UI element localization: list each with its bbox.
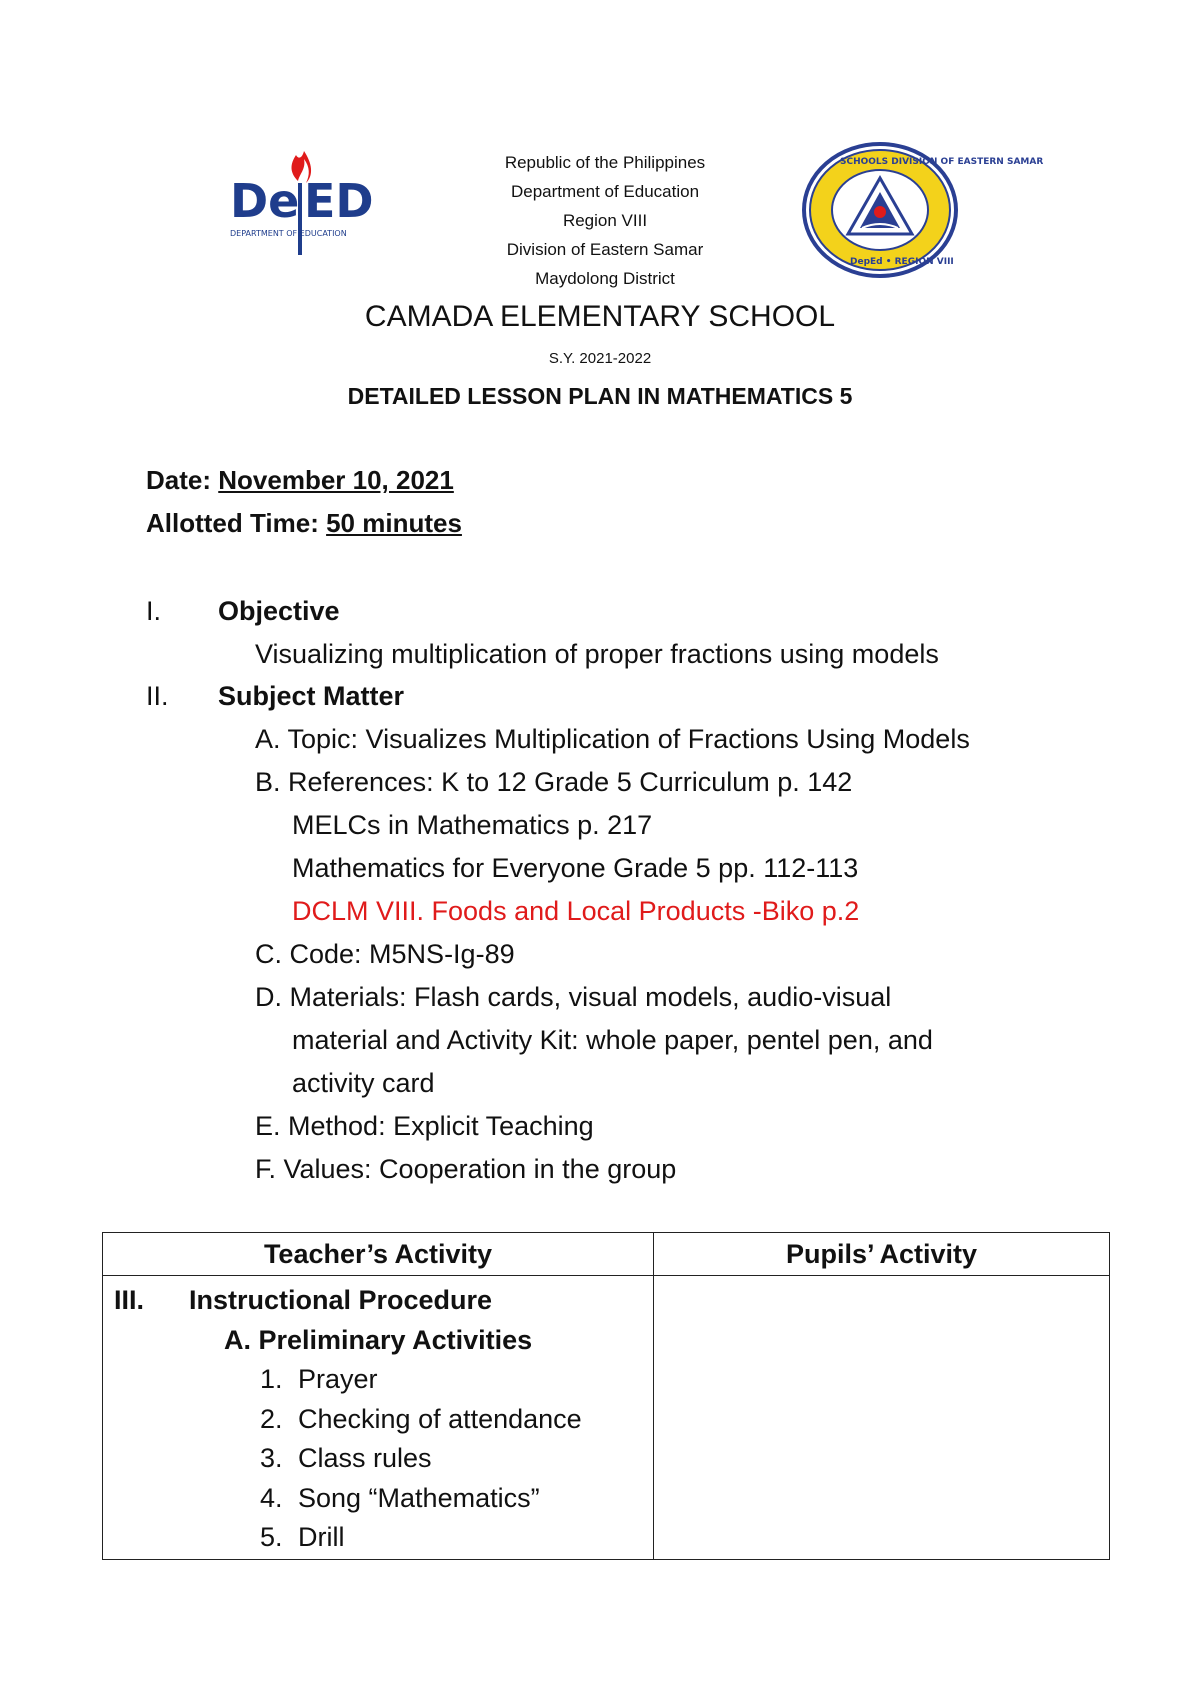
time-label: Allotted Time: <box>146 508 319 538</box>
list-item <box>104 1400 652 1440</box>
list-item <box>104 1439 652 1479</box>
list-item <box>104 1360 652 1400</box>
date-value: November 10, 2021 <box>218 465 454 495</box>
list-item-text: Drill <box>298 1522 345 1552</box>
materials-line-1: D. Materials: Flash cards, visual models, audio-visual <box>255 982 892 1012</box>
division-line: Division of Eastern Samar <box>506 240 704 259</box>
section-number: I. <box>146 596 162 626</box>
svg-text:De: De <box>230 174 300 228</box>
government-header <box>400 148 810 293</box>
region-line: Region VIII <box>562 211 648 230</box>
school-year: S.Y. 2021-2022 <box>548 350 652 367</box>
topic-line: A. Topic: Visualizes Multiplication of Fractions Using Models <box>255 724 970 754</box>
activity-table <box>102 1232 1110 1560</box>
objective-text: Visualizing multiplication of proper fractions using models <box>255 639 939 669</box>
section-title: Objective <box>218 596 340 626</box>
republic-line: Republic of the Philippines <box>504 153 706 172</box>
section-subject-heading <box>146 675 404 718</box>
svg-text:ED: ED <box>304 174 374 228</box>
pupils-activity-header: Pupils’ Activity <box>654 1233 1110 1276</box>
department-line: Department of Education <box>510 182 700 201</box>
list-item-text: Class rules <box>298 1443 432 1473</box>
section-number: II. <box>146 681 169 711</box>
time-value: 50 minutes <box>326 508 462 538</box>
list-item <box>104 1518 652 1558</box>
table-header-row <box>103 1233 1110 1276</box>
teacher-activity-cell <box>103 1276 654 1560</box>
list-item-text: Checking of attendance <box>298 1403 582 1434</box>
list-item <box>104 1479 652 1519</box>
date-label: Date: <box>146 465 212 495</box>
materials-line-3: activity card <box>292 1068 435 1098</box>
section-title: Subject Matter <box>218 681 405 711</box>
list-item-text: Song “Mathematics” <box>298 1482 540 1513</box>
preliminary-heading: A. Preliminary Activities <box>224 1324 533 1355</box>
section-objective-heading <box>146 590 340 633</box>
date-row <box>146 465 454 496</box>
pupils-activity-cell <box>654 1276 1110 1560</box>
time-row <box>146 508 462 539</box>
values-line: F. Values: Cooperation in the group <box>255 1154 677 1184</box>
references-line-4: DCLM VIII. Foods and Local Products -Biko p.2 <box>292 896 860 926</box>
code-line: C. Code: M5NS-Ig-89 <box>255 939 515 969</box>
district-line: Maydolong District <box>535 269 675 288</box>
teacher-activity-header: Teacher’s Activity <box>103 1233 654 1276</box>
list-item-number: 4. <box>260 1482 283 1513</box>
procedure-number: III. <box>114 1285 145 1315</box>
seal-ring-bottom: DepEd • REGION VIII <box>850 257 954 267</box>
references-line-1: B. References: K to 12 Grade 5 Curriculum p. 142 <box>255 767 853 797</box>
references-line-2: MELCs in Mathematics p. 217 <box>292 810 653 840</box>
list-item-number: 3. <box>260 1443 283 1473</box>
table-row <box>103 1276 1110 1560</box>
procedure-heading <box>104 1281 652 1321</box>
list-item-number: 1. <box>260 1364 283 1394</box>
method-line: E. Method: Explicit Teaching <box>255 1111 594 1141</box>
division-seal <box>800 140 1044 280</box>
procedure-title: Instructional Procedure <box>189 1285 493 1315</box>
list-item-number: 2. <box>260 1403 283 1434</box>
deped-logo <box>228 145 378 265</box>
list-item-text: Prayer <box>298 1364 378 1394</box>
seal-ring-top: SCHOOLS DIVISION OF EASTERN SAMAR <box>840 157 1044 167</box>
plan-title: DETAILED LESSON PLAN IN MATHEMATICS 5 <box>347 383 853 409</box>
school-name: CAMADA ELEMENTARY SCHOOL <box>364 300 836 333</box>
deped-logo-subtext: DEPARTMENT OF EDUCATION <box>230 229 347 238</box>
references-line-3: Mathematics for Everyone Grade 5 pp. 112-113 <box>292 853 859 883</box>
list-item-number: 5. <box>260 1522 283 1552</box>
materials-line-2: material and Activity Kit: whole paper, pentel pen, and <box>292 1025 933 1055</box>
